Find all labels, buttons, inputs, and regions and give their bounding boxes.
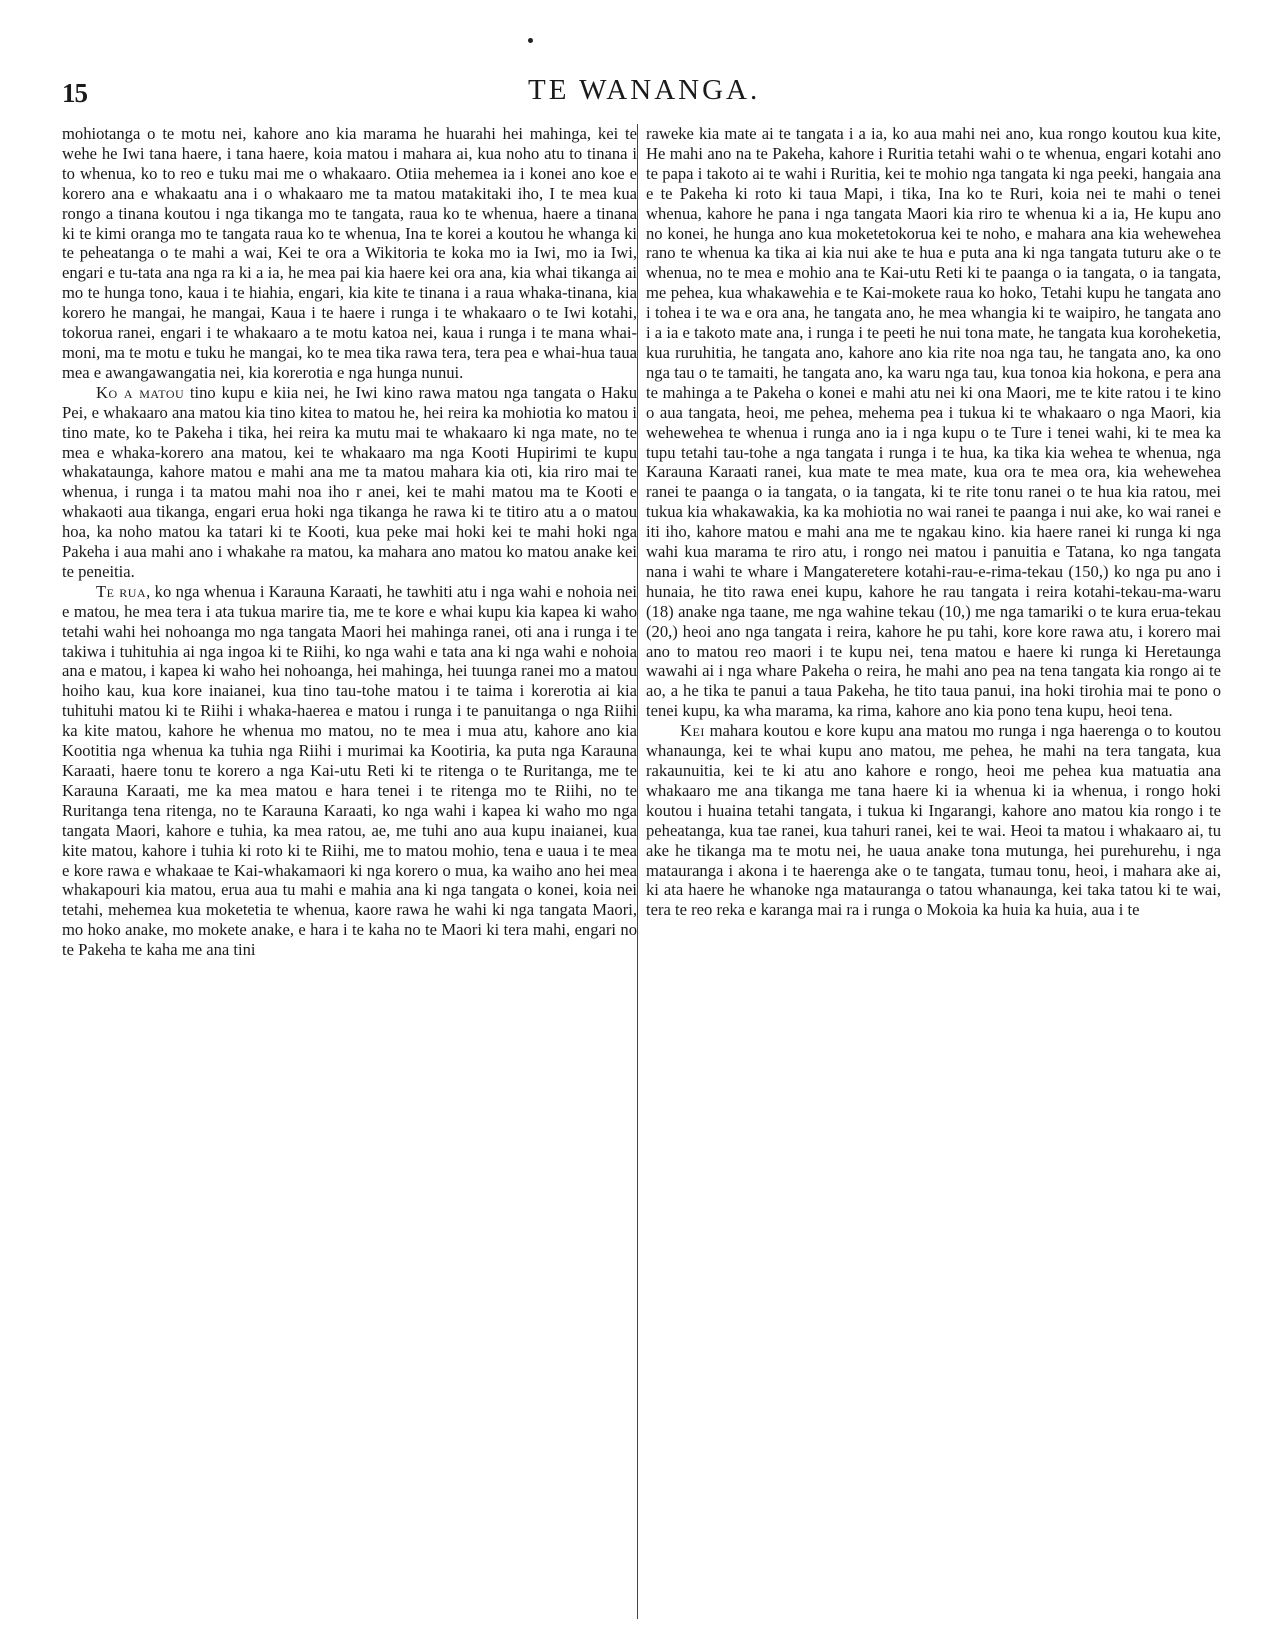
paragraph (62, 383, 637, 582)
right-column (646, 124, 1221, 920)
paragraph-lead: Kei (680, 721, 705, 741)
paragraph-text: tino kupu e kiia nei, he Iwi kino rawa matou nga tangata o Haku Pei, e whakaaro ana matou kia tino kitea to matou he, hei reira ka mohiotia ko matou i tino mate, ko te Pakeha i tika, hei reira ka mutu mai te whakaaro ki nga mate, no te mea e whaka-korero ana matou, kei te whakaaro ma nga Kooti Hupirimi te kupu whakataunga, kahore matou e mahi ana me ta matou mahara kia oti, kia riro mai te whenua, i runga i ta matou mahi noa iho r anei, kei te mahi matou ma te Kooti e whakaoti aua tikanga, engari erua hoki nga tikanga he rawa ki te titiro atu a o matou hoa, ka noho matou ka tatari ki te Kooti, kua peke mai hoki kei te mahi hoki nga Pakeha i aua mahi ano i whakahe ra matou, ka mahara ano matou ko matou anake kei te peneitia. (62, 382, 637, 581)
paragraph-text: , ko nga whenua i Karauna Karaati, he tawhiti atu i nga wahi e nohoia nei e matou, he mea tera i ata tukua marire tia, me te kore e whai kupu kia kapea ki waho tetahi wahi hei nohoanga mo nga tangata Maori hei mahinga ranei, oti ana i runga i te takiwa i tuhituhia ai nga ingoa ki te Riihi, ko nga wahi e tata ana ki nga wahi e nohoia ana e matou, i kapea ki waho hei nohoanga, hei mahinga, hei tuunga ranei mo a matou hoiho kau, kua kore inaianei, kua tino tau-tohe matou i te taima i korerotia ai kia tuhituhi matou ki te Riihi i whaka-haerea e matou i runga i te panuitanga o nga Riihi ka kite matou, kahore he whenua mo matou, no te mea i mua atu, kahore ano kia Kootitia nga whenua ka tuhia nga Riihi i murimai ka Kootiria, ka puta nga Karauna Karaati, haere tonu te korero a nga Kai-utu Reti ki te ritenga o te Ruritanga, me te Karauna Karaati, me ka mea matou e hara tenei i te ritenga mo te Riihi, no te Ruritanga tena ritenga, no te Karauna Karaati, ko nga wahi i kapea ki waho mo nga tangata Maori, kahore e tuhia, ka mea ratou, ae, me tuhi ano aua kupu inaianei, kua kite matou, kahore i tuhia ki roto ki te Riihi, me to matou mohio, tena e uaua i te mea e kore rawa e whakaae te Kai-whakamaori ki nga korero o mua, ka waiho ano hei mea whakapouri kia matou, erua aua tu mahi e mahia ana ki nga tangata o konei, koia nei tetahi, mehemea kua moketetia te whenua, kaore rawa he wahi ki nga tangata Maori, mo hoko anake, mo mokete anake, e hara i te kaha no te Maori ki tera mahi, engari no te Pakeha te kaha me ana tini (62, 581, 638, 960)
paragraph (646, 124, 1221, 721)
paragraph (646, 721, 1221, 920)
paragraph-text: mahara koutou e kore kupu ana matou mo runga i nga haerenga o to koutou whanaunga, kei te whai kupu ano matou, me pehea, he mahi na tera tangata, kua rakaunuitia, kei te ki atu ano kahore e rongo, heoi me pehea kua matuatia ana whakaaro me ana tikanga me tana haere ki ia whenua ki ia whenua, i rongo hoki koutou i huaina tetahi tangata, i tukua ki Ingarangi, kahore ano matou kia rongo i te peheatanga, kua tae ranei, kua tahuri ranei, kei te wai. Heoi ta matou i whakaaro ai, tu ake he tikanga ma te motu nei, he uaua anake tona mutunga, hei purehurehu, i nga matauranga i akona i te haerenga ake o te tangata, tumau tonu, heoi, i mahara ake ai, ki ata haere he whanoke nga matauranga o tatou whanaunga, kei taka tatou ki te wai, tera te reo reka e karanga mai ra i runga o Mokoia ka huia ka huia, aua i te (646, 721, 1221, 920)
paragraph-lead: Te rua (96, 581, 147, 601)
paragraph-lead: Ko a matou (96, 382, 185, 402)
page-number: 15 (62, 78, 87, 108)
running-head-title: TE WANANGA. (528, 74, 761, 106)
paragraph (62, 124, 637, 383)
paragraph-text: mohiotanga o te motu nei, kahore ano kia marama he huarahi hei mahinga, kei te wehe he Iwi tana haere, i tana haere, koia matou i mahara ai, kua noho atu to tinana i to whenua, ko to reo e tuku mai me o whakaaro. Otiia mehemea ia i konei ano koe e korero ana e whakaatu ana i o whakaaro me ta matou matakitaki iho, I te mea kua rongo a tinana koutou i nga tikanga mo te tangata, raua ko te whenua, haere a tinana ki te kimi oranga mo te tangata raua ko te whenua, Ina te korei a koutou he whanga ki te peheatanga o te mahi a wai, Kei te ora a Wikitoria te koka mo ia Iwi, mo ia Iwi, engari e tu-tata ana nga ra ki a ia, he mea pai kia haere kei ora ana, kia whai tikanga ai mo te hunga tono, kaua i te hiahia, engari, kia kite te tinana i a raua whaka-tinana, kia korero he mangai, he mangai, Kaua i te haere i runga i te whakaaro o te Iwi kotahi, tokorua ranei, engari i te whakaaro a te motu katoa nei, kaua i runga i te mana whai-moni, ma te motu e tuku he mangai, ko te mea tika rawa tera, tera pea e whai-hua taua mea e awangawangatia nei, kia korerotia e nga hunga nunui. (62, 124, 637, 382)
paragraph-text: raweke kia mate ai te tangata i a ia, ko aua mahi nei ano, kua rongo koutou kua kite, He mahi ano na te Pakeha, kahore i Ruritia tetahi wahi o te whenua, engari kotahi ano te papa i takoto ai te wahi i Ruritia, kei te mohio nga tangata ki nga peeki, hangaia ana e te Pakeha ki roto ki taua Mapi, i tika, Ina ko te Ruri, koia nei te mahi o tenei whenua, kahore he pana i nga tangata Maori kia riro te whenua ki a ia, He kupu ano no konei, he hunga ano kua moketetokorua kei te noho, e mahara ana kia wehewehea rano te whenua ka tika ai kia nui ake te hua e puta ana ki nga tangata tuturu ake o te whenua, no te mea e mohio ana te Kai-utu Reti ki te paanga o ia tangata, o ia tangata, me pehea, kua whakawehia e te Kai-mokete raua ko hoko, Tetahi kupu he tangata ano i tohea i te wa e ora ana, he tangata ano, he mea whangia ki te waipiro, he tangata ano i a ia e takoto mate ana, i runga i te peeti he nui tona mate, he tangata kua koroheketia, kua ruruhitia, he tangata ano, kahore ano kia rite noa nga tau, he tangata ano, ka ono nga tau o te tamaiti, he tangata ano, ka waru nga tau, kua tonoa kia hokona, e pera ana te mahinga a te Pakeha o konei e mahi atu nei ki ona Maori, me te kite ratou i te kino o aua tangata, heoi, me pehea, mehema pea i tukua ki te whakaaro o nga Maori, kia wehewehea te whenua i runga ano ia i nga kupu o te Ture i tenei wahi, ki te mea ka tupu tetahi tau-tohe a nga tangata i runga i te hua, ka tika kia wehea te whenua, nga Karauna Karaati ranei, kua mate te mea mate, kua ora te mea ora, kia wehewehea ranei te paanga o ia tangata, o ia tangata, ki te rite tonu ranei o te hua kia ratou, mei tukua kia whakawakia, ka ka mohiotia no wai ranei te paanga i nui ake, ko wai ranei e iti iho, kahore matou e mahi ana me te ngakau kino. kia haere ranei ki runga ki nga wahi kua marama te riro atu, i rongo nei matou i panuitia e Tatana, ko nga tangata nana i wahi te whare i Mangateretere kotahi-rau-e-rima-tekau (150,) ko nga pu ano i hunaia, he tito rawa enei kupu, kahore he rau tangata i reira kotahi-tekau-ma-waru (18) anake nga taane, me nga wahine tekau (10,) me nga tamariki o te kura erua-tekau (20,) heoi ano nga tangata i reira, kahore he pu tahi, kore kore rawa atu, i korero mai ano to matou reo maori i te kupu nei, tena matou e haere ki runga ki Heretaunga wawahi ai i nga whare Pakeha o reira, he mahi ano pea na tena tangata kia rongo ai te ao, a he tika te panui a taua Pakeha, he tito taua panui, ina hoki tirohia mai te pono o tenei kupu, ka wha marama, ka rima, kahore ano kia pono tena kupu, heoi tena. (646, 124, 1221, 721)
left-column (62, 124, 637, 960)
column-divider (637, 124, 638, 1619)
paragraph (62, 582, 637, 960)
ink-speck (528, 38, 533, 43)
